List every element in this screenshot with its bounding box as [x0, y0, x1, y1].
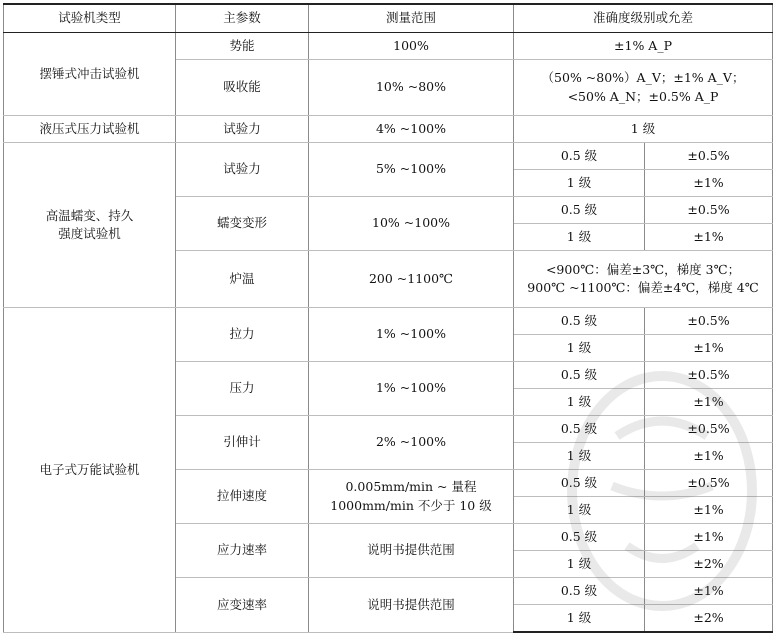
tolerance-cell: ±0.5%: [645, 308, 773, 335]
table-row: [4, 116, 773, 143]
tolerance-cell: ±0.5%: [645, 143, 773, 170]
tolerance-cell: ±1%: [645, 524, 773, 551]
header-type: 试验机类型: [4, 4, 176, 33]
grade-cell: 1 级: [514, 170, 645, 197]
range-cell: 1% ~100%: [309, 362, 514, 416]
grade-cell: 1 级: [514, 605, 645, 633]
table-row: [4, 143, 773, 170]
type-cell: 摆锤式冲击试验机: [4, 33, 176, 116]
param-cell: 炉温: [176, 251, 309, 308]
tolerance-cell: ±0.5%: [645, 197, 773, 224]
tolerance-cell: ±1%: [645, 578, 773, 605]
accuracy-line: （50% ~80%）A_V；±1% A_V；: [541, 70, 745, 86]
param-cell: 引伸计: [176, 416, 309, 470]
tolerance-cell: ±0.5%: [645, 362, 773, 389]
range-cell: 10% ~80%: [309, 60, 514, 116]
spec-table: [3, 3, 773, 633]
param-cell: 压力: [176, 362, 309, 416]
param-cell: 拉力: [176, 308, 309, 362]
param-cell: 应力速率: [176, 524, 309, 578]
header-accuracy: 准确度级别或允差: [514, 4, 773, 33]
tolerance-cell: ±1%: [645, 335, 773, 362]
range-line: 0.005mm/min ~ 量程: [345, 479, 477, 495]
range-cell: 2% ~100%: [309, 416, 514, 470]
type-cell: 电子式万能试验机: [4, 308, 176, 633]
tolerance-cell: ±1%: [645, 443, 773, 470]
range-cell: [309, 470, 514, 524]
range-cell: 说明书提供范围: [309, 578, 514, 633]
header-row: [4, 4, 773, 33]
param-cell: 势能: [176, 33, 309, 60]
table-row: [4, 308, 773, 335]
param-cell: 应变速率: [176, 578, 309, 633]
tolerance-cell: ±2%: [645, 551, 773, 578]
grade-cell: 0.5 级: [514, 362, 645, 389]
tolerance-cell: ±1%: [645, 389, 773, 416]
range-cell: 100%: [309, 33, 514, 60]
param-cell: 拉伸速度: [176, 470, 309, 524]
grade-cell: 0.5 级: [514, 416, 645, 443]
grade-cell: 1 级: [514, 224, 645, 251]
header-range: 测量范围: [309, 4, 514, 33]
range-cell: 说明书提供范围: [309, 524, 514, 578]
range-cell: 5% ~100%: [309, 143, 514, 197]
type-cell: 液压式压力试验机: [4, 116, 176, 143]
param-cell: 蠕变变形: [176, 197, 309, 251]
tolerance-cell: ±1%: [645, 497, 773, 524]
range-cell: 200 ~1100℃: [309, 251, 514, 308]
param-cell: 试验力: [176, 143, 309, 197]
tolerance-cell: ±2%: [645, 605, 773, 633]
type-line: 高温蠕变、持久: [45, 207, 134, 223]
grade-cell: 1 级: [514, 389, 645, 416]
range-cell: 10% ~100%: [309, 197, 514, 251]
header-param: 主参数: [176, 4, 309, 33]
accuracy-cell: [514, 60, 773, 116]
grade-cell: 0.5 级: [514, 578, 645, 605]
range-cell: 4% ~100%: [309, 116, 514, 143]
grade-cell: 0.5 级: [514, 470, 645, 497]
grade-cell: 0.5 级: [514, 524, 645, 551]
tolerance-cell: ±1%: [645, 170, 773, 197]
type-cell: [4, 143, 176, 308]
range-line: 1000mm/min 不少于 10 级: [330, 497, 492, 513]
tolerance-cell: ±0.5%: [645, 416, 773, 443]
table-row: [4, 33, 773, 60]
grade-cell: 1 级: [514, 497, 645, 524]
grade-cell: 0.5 级: [514, 197, 645, 224]
grade-cell: 1 级: [514, 443, 645, 470]
grade-cell: 0.5 级: [514, 308, 645, 335]
grade-cell: 0.5 级: [514, 143, 645, 170]
accuracy-cell: [514, 251, 773, 308]
range-cell: 1% ~100%: [309, 308, 514, 362]
accuracy-cell: ±1% A_P: [514, 33, 773, 60]
accuracy-cell: 1 级: [514, 116, 773, 143]
grade-cell: 1 级: [514, 551, 645, 578]
type-line: 强度试验机: [58, 226, 121, 241]
accuracy-line: 900℃ ~1100℃：偏差±4℃，梯度 4℃: [527, 280, 759, 295]
param-cell: 吸收能: [176, 60, 309, 116]
grade-cell: 1 级: [514, 335, 645, 362]
accuracy-line: <50% A_N；±0.5% A_P: [567, 88, 719, 104]
tolerance-cell: ±0.5%: [645, 470, 773, 497]
param-cell: 试验力: [176, 116, 309, 143]
accuracy-line: <900℃：偏差±3℃，梯度 3℃；: [545, 261, 741, 277]
tolerance-cell: ±1%: [645, 224, 773, 251]
